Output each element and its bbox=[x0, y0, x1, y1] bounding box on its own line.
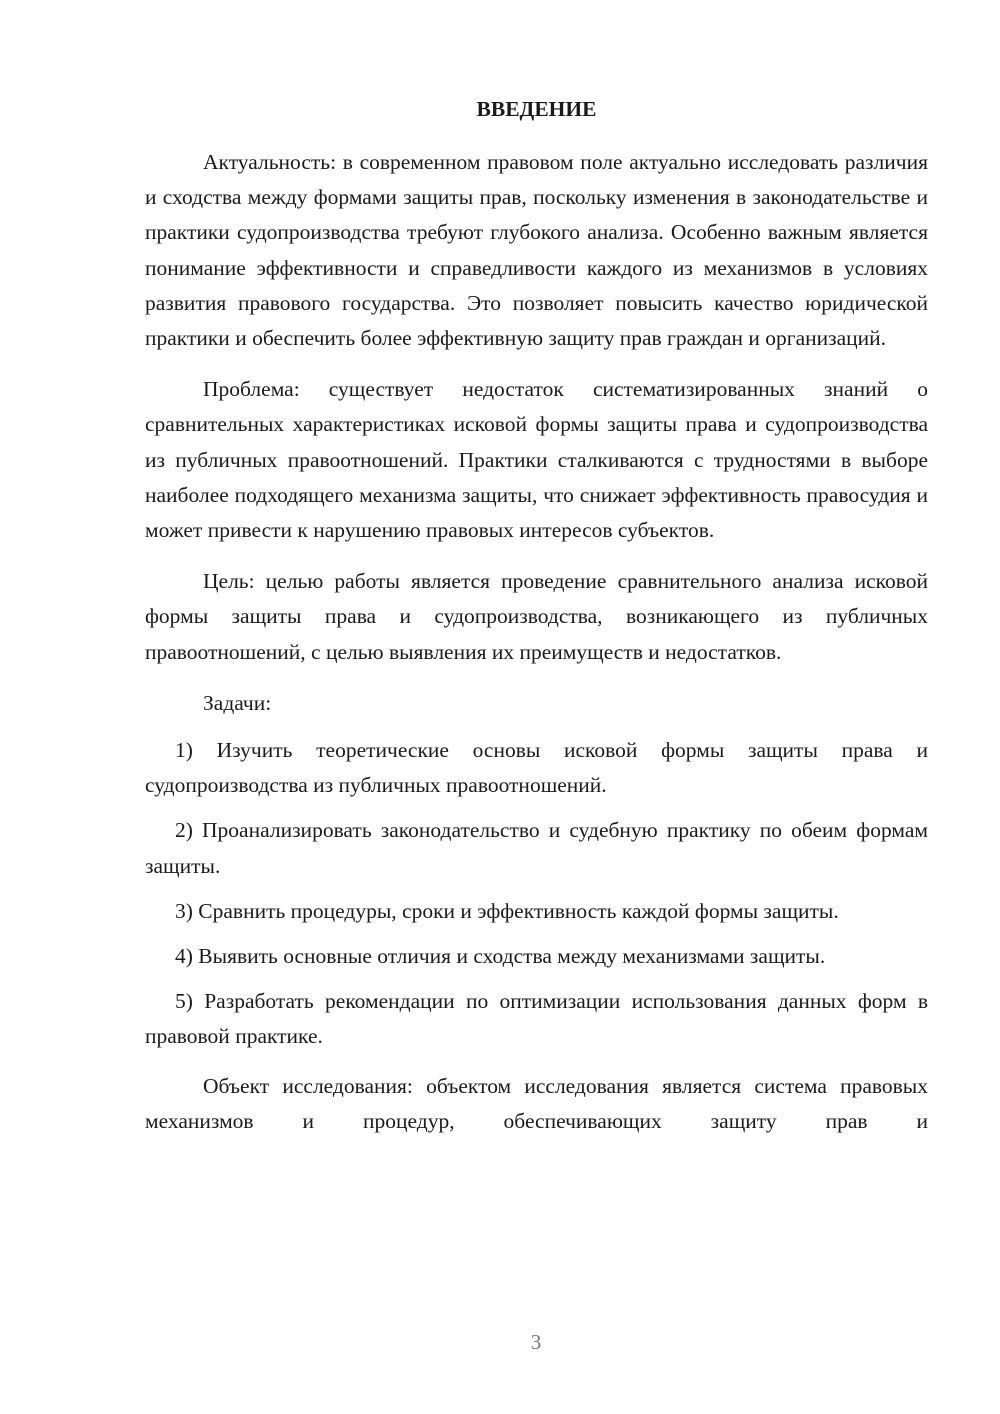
task-item: 4) Выявить основные отличия и сходства между механизмами защиты. bbox=[175, 944, 826, 969]
section-title: ВВЕДЕНИЕ bbox=[476, 97, 597, 121]
task-item: 5) Разработать рекомендации по оптимизации использования данных форм в правовой практике. bbox=[145, 989, 928, 1049]
paragraph-object: Объект исследования: объектом исследования является система правовых механизмов и процедур, обеспечивающих защиту прав и bbox=[145, 1073, 928, 1133]
paragraph-relevance: Актуальность: в современном правовом поле актуально исследовать различия и сходства между формами защиты прав, поскольку изменения в законодательстве и практики судопроизводства требуют глубокого анализа. Особенно важным является понимание эффективности и справедливости каждого из механизмов в условиях развития правового государства. Это позволяет повысить качество юридической практики и обеспечить более эффективную защиту прав граждан и организаций. bbox=[145, 150, 928, 351]
document-page bbox=[145, 92, 928, 1155]
page-number: 3 bbox=[530, 1330, 542, 1354]
task-item: 1) Изучить теоретические основы исковой формы защиты права и судопроизводства из публичных правоотношений. bbox=[145, 738, 928, 798]
task-item: 3) Сравнить процедуры, сроки и эффективность каждой формы защиты. bbox=[175, 898, 839, 923]
paragraph-tasks-heading: Задачи: bbox=[203, 690, 272, 715]
paragraph-problem: Проблема: существует недостаток систематизированных знаний о сравнительных характеристиках исковой формы защиты права и судопроизводства из публичных правоотношений. Практики сталкиваются с трудностями в выборе наиболее подходящего механизма защиты, что снижает эффективность правосудия и может привести к нарушению правовых интересов субъектов. bbox=[145, 377, 928, 543]
task-item: 2) Проанализировать законодательство и судебную практику по обеим формам защиты. bbox=[145, 818, 928, 878]
paragraph-goal: Цель: целью работы является проведение сравнительного анализа исковой формы защиты права и судопроизводства, возникающего из публичных правоотношений, с целью выявления их преимуществ и недостатков. bbox=[145, 569, 928, 664]
